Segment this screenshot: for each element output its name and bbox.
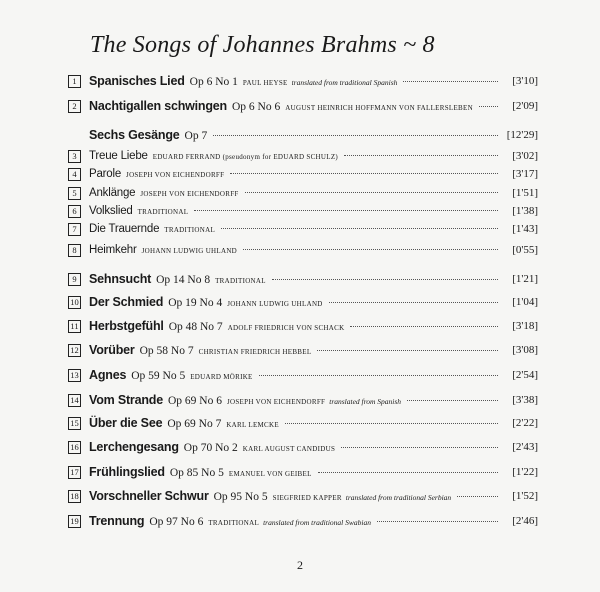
- track-number: 14: [68, 394, 81, 407]
- track-content: [89, 343, 504, 357]
- lyricist: TRADITIONAL: [137, 208, 189, 216]
- song-title: Herbstgefühl: [89, 319, 164, 333]
- lyricist: AUGUST HEINRICH HOFFMANN VON FALLERSLEBEN: [285, 104, 473, 112]
- dot-leader: [341, 447, 498, 448]
- track-content: [89, 440, 504, 454]
- lyricist: JOSEPH VON EICHENDORFF: [226, 398, 326, 406]
- track-row: [68, 71, 538, 91]
- track-number: 19: [68, 515, 81, 528]
- lyricist: JOSEPH VON EICHENDORFF: [126, 171, 225, 179]
- track-content: [89, 244, 504, 256]
- opus-number: Op 97 No 6: [149, 516, 204, 528]
- track-number: 2: [68, 100, 81, 113]
- track-duration: [3'38]: [512, 394, 538, 406]
- track-number: 8: [68, 244, 81, 257]
- track-row: [68, 292, 538, 312]
- opus-number: Op 95 No 5: [213, 491, 268, 503]
- track-duration: [0'55]: [512, 244, 538, 256]
- song-title: Heimkehr: [89, 244, 137, 256]
- song-title: Trennung: [89, 514, 145, 528]
- track-row: [68, 219, 538, 239]
- lyricist: SIEGFRIED KAPPER: [272, 494, 342, 502]
- track-row: [68, 413, 538, 433]
- track-content: [89, 187, 504, 199]
- lyricist: JOHANN LUDWIG UHLAND: [141, 247, 238, 255]
- track-content: [89, 128, 504, 142]
- track-duration: [3'08]: [512, 344, 538, 356]
- song-title: Vorüber: [89, 343, 135, 357]
- song-title: Lerchengesang: [89, 440, 179, 454]
- track-number: 10: [68, 296, 81, 309]
- opus-number: Op 6 No 6: [232, 101, 281, 113]
- opus-number: Op 6 No 1: [189, 76, 238, 88]
- lyricist: EDUARD FERRAND (pseudonym for EDUARD SCHULZ): [152, 153, 339, 161]
- dot-leader: [317, 350, 498, 351]
- song-title: Volkslied: [89, 205, 133, 217]
- opus-number: Op 58 No 7: [139, 345, 194, 357]
- opus-number: Op 70 No 2: [183, 442, 238, 454]
- opus-number: Op 7: [184, 130, 208, 142]
- song-title: Parole: [89, 168, 122, 180]
- track-content: [89, 465, 504, 479]
- dot-leader: [407, 400, 498, 401]
- dot-leader: [329, 302, 498, 303]
- track-content: [89, 319, 504, 333]
- opus-number: Op 59 No 5: [131, 370, 186, 382]
- track-number: 5: [68, 187, 81, 200]
- track-number: 12: [68, 344, 81, 357]
- dot-leader: [221, 228, 498, 229]
- lyricist: CHRISTIAN FRIEDRICH HEBBEL: [198, 348, 312, 356]
- track-row: [68, 164, 538, 184]
- track-number: 17: [68, 466, 81, 479]
- dot-leader: [344, 155, 498, 156]
- song-title: Sechs Gesänge: [89, 128, 180, 142]
- track-content: [89, 168, 504, 180]
- track-content: [89, 489, 504, 503]
- dot-leader: [194, 210, 498, 211]
- song-title: Die Trauernde: [89, 223, 160, 235]
- lyricist: TRADITIONAL: [215, 277, 266, 285]
- dot-leader: [245, 192, 498, 193]
- track-row: [68, 240, 538, 260]
- dot-leader: [272, 279, 498, 280]
- dot-leader: [230, 173, 498, 174]
- dot-leader: [243, 249, 498, 250]
- track-duration: [3'17]: [512, 168, 538, 180]
- lyricist: PAUL HEYSE: [242, 79, 288, 87]
- lyricist: EDUARD MÖRIKE: [190, 373, 253, 381]
- track-row: [68, 125, 538, 145]
- track-row: [68, 96, 538, 116]
- dot-leader: [479, 106, 498, 107]
- track-duration: [3'10]: [512, 75, 538, 87]
- track-row: [68, 365, 538, 385]
- dot-leader: [259, 375, 498, 376]
- track-content: [89, 368, 504, 382]
- track-content: [89, 514, 504, 528]
- track-duration: [1'04]: [512, 296, 538, 308]
- dot-leader: [403, 81, 498, 82]
- track-duration: [1'52]: [512, 490, 538, 502]
- translation-note: translated from traditional Spanish: [291, 78, 398, 87]
- lyricist: JOSEPH VON EICHENDORFF: [140, 190, 239, 198]
- translation-note: translated from Spanish: [329, 397, 402, 406]
- page-title: The Songs of Johannes Brahms ~ 8: [90, 32, 435, 58]
- track-content: [89, 150, 504, 162]
- track-duration: [2'22]: [512, 417, 538, 429]
- song-title: Vom Strande: [89, 393, 163, 407]
- track-number: 6: [68, 205, 81, 218]
- track-duration: [2'46]: [512, 515, 538, 527]
- song-title: Treue Liebe: [89, 150, 148, 162]
- track-content: [89, 295, 504, 309]
- track-duration: [1'38]: [512, 205, 538, 217]
- lyricist: KARL LEMCKE: [226, 421, 279, 429]
- track-duration: [1'51]: [512, 187, 538, 199]
- opus-number: Op 69 No 6: [167, 395, 222, 407]
- song-title: Vorschneller Schwur: [89, 489, 209, 503]
- song-title: Sehnsucht: [89, 272, 152, 286]
- track-number: 13: [68, 369, 81, 382]
- track-duration: [1'22]: [512, 466, 538, 478]
- lyricist: TRADITIONAL: [164, 226, 216, 234]
- track-row: [68, 183, 538, 203]
- dot-leader: [285, 423, 498, 424]
- track-row: [68, 146, 538, 166]
- lyricist: TRADITIONAL: [208, 519, 260, 527]
- track-content: [89, 393, 504, 407]
- track-number: 1: [68, 75, 81, 88]
- dot-leader: [457, 496, 498, 497]
- track-number: 3: [68, 150, 81, 163]
- opus-number: Op 69 No 7: [167, 418, 222, 430]
- track-number: 18: [68, 490, 81, 503]
- dot-leader: [350, 326, 498, 327]
- track-duration: [1'21]: [512, 273, 538, 285]
- lyricist: KARL AUGUST CANDIDUS: [242, 445, 336, 453]
- dot-leader: [213, 135, 498, 136]
- track-duration: [2'54]: [512, 369, 538, 381]
- track-number: 11: [68, 320, 81, 333]
- track-duration: [2'43]: [512, 441, 538, 453]
- track-number: 16: [68, 441, 81, 454]
- track-row: [68, 340, 538, 360]
- lyricist: EMANUEL VON GEIBEL: [228, 470, 312, 478]
- track-row: [68, 269, 538, 289]
- song-title: Über die See: [89, 416, 163, 430]
- opus-number: Op 48 No 7: [168, 321, 223, 333]
- track-duration: [3'02]: [512, 150, 538, 162]
- track-row: [68, 462, 538, 482]
- track-row: [68, 486, 538, 506]
- opus-number: Op 85 No 5: [169, 467, 224, 479]
- track-duration: [3'18]: [512, 320, 538, 332]
- track-number: 4: [68, 168, 81, 181]
- song-title: Nachtigallen schwingen: [89, 99, 227, 113]
- track-row: [68, 201, 538, 221]
- track-row: [68, 437, 538, 457]
- track-duration: [12'29]: [506, 129, 538, 141]
- song-title: Agnes: [89, 368, 127, 382]
- track-content: [89, 416, 504, 430]
- song-title: Spanisches Lied: [89, 74, 185, 88]
- opus-number: Op 14 No 8: [156, 274, 211, 286]
- track-row: [68, 390, 538, 410]
- song-title: Der Schmied: [89, 295, 164, 309]
- track-number: 15: [68, 417, 81, 430]
- track-content: [89, 272, 504, 286]
- track-row: [68, 316, 538, 336]
- song-title: Anklänge: [89, 187, 136, 199]
- lyricist: JOHANN LUDWIG UHLAND: [227, 300, 323, 308]
- track-content: [89, 74, 504, 88]
- opus-number: Op 19 No 4: [168, 297, 223, 309]
- track-content: [89, 223, 504, 235]
- track-number: 7: [68, 223, 81, 236]
- dot-leader: [318, 472, 498, 473]
- dot-leader: [377, 521, 498, 522]
- track-content: [89, 99, 504, 113]
- track-duration: [2'09]: [512, 100, 538, 112]
- translation-note: translated from traditional Swabian: [263, 518, 371, 527]
- translation-note: translated from traditional Serbian: [345, 493, 452, 502]
- lyricist: ADOLF FRIEDRICH VON SCHACK: [227, 324, 345, 332]
- track-duration: [1'43]: [512, 223, 538, 235]
- page-number: 2: [297, 558, 303, 572]
- track-row: [68, 511, 538, 531]
- track-number: 9: [68, 273, 81, 286]
- song-title: Frühlingslied: [89, 465, 165, 479]
- track-content: [89, 205, 504, 217]
